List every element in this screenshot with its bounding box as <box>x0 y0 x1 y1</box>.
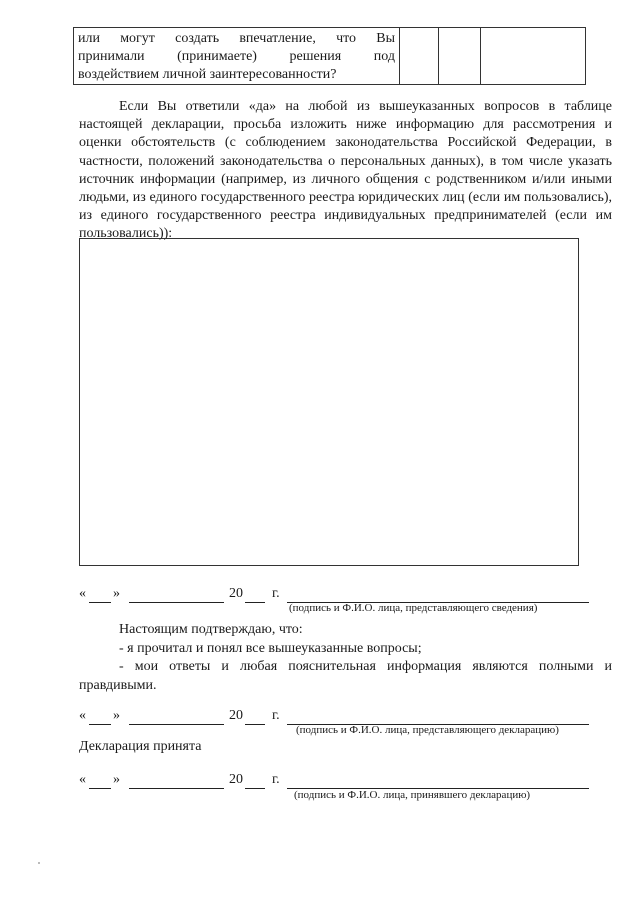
day-field[interactable] <box>89 774 111 789</box>
year-field[interactable] <box>245 588 265 603</box>
year-field[interactable] <box>245 774 265 789</box>
explanation-text-box[interactable] <box>79 238 579 566</box>
answer-yes-cell[interactable] <box>400 28 439 85</box>
signature-field[interactable] <box>287 710 589 725</box>
question-line-2: принимали (принимаете) решения под <box>78 49 395 64</box>
answer-no-cell[interactable] <box>439 28 481 85</box>
declaration-table-fragment <box>73 27 586 85</box>
date-close-quote: » <box>113 586 120 601</box>
year-suffix: г. <box>272 586 280 601</box>
table-row <box>74 28 586 85</box>
confirmation-item-1: - я прочитал и понял все вышеуказанные вопросы; <box>119 640 422 656</box>
signature-caption-receiver: (подпись и Ф.И.О. лица, принявшего декларацию) <box>294 789 531 801</box>
signature-field[interactable] <box>287 588 589 603</box>
year-field[interactable] <box>245 710 265 725</box>
year-suffix: г. <box>272 708 280 723</box>
year-prefix: 20 <box>229 772 243 787</box>
confirmation-intro: Настоящим подтверждаю, что: <box>119 622 303 637</box>
month-field[interactable] <box>129 588 224 603</box>
signature-caption-declarant: (подпись и Ф.И.О. лица, представляющего декларацию) <box>296 724 559 736</box>
confirmation-block <box>79 621 612 695</box>
day-field[interactable] <box>89 588 111 603</box>
signature-caption-information: (подпись и Ф.И.О. лица, представляющего сведения) <box>289 602 538 614</box>
question-line-3: воздействием личной заинтересованности? <box>78 67 337 82</box>
date-close-quote: » <box>113 708 120 723</box>
instruction-paragraph: Если Вы ответили «да» на любой из вышеуказанных вопросов в таблице настоящей декларации, просьба изложить ниже информацию для рассмотрения и оценки обстоятельств (с соблюдением законодательства Российской Федерации, в частности, положений законодательства о персональных данных), в том числе указать источник информации (например, из личного общения с родственником и/или иными людьми, из единого государственного реестра юридических лиц (если им пользовались), из единого государственного реестра индивидуальных предпринимателей (если им пользовались)): <box>79 99 612 242</box>
year-prefix: 20 <box>229 708 243 723</box>
question-cell <box>74 28 400 85</box>
date-open-quote: « <box>79 772 86 787</box>
confirmation-item-2: - мои ответы и любая пояснительная информация являются полными и правдивыми. <box>79 659 612 693</box>
declaration-accepted-label: Декларация принята <box>79 739 202 754</box>
date-open-quote: « <box>79 586 86 601</box>
question-line-1: или могут создать впечатление, что Вы <box>78 31 395 46</box>
day-field[interactable] <box>89 710 111 725</box>
date-open-quote: « <box>79 708 86 723</box>
answer-comment-cell[interactable] <box>481 28 586 85</box>
scan-speck <box>38 862 40 864</box>
year-suffix: г. <box>272 772 280 787</box>
month-field[interactable] <box>129 774 224 789</box>
month-field[interactable] <box>129 710 224 725</box>
date-close-quote: » <box>113 772 120 787</box>
year-prefix: 20 <box>229 586 243 601</box>
signature-row-receiver <box>79 771 612 791</box>
signature-field[interactable] <box>287 774 589 789</box>
